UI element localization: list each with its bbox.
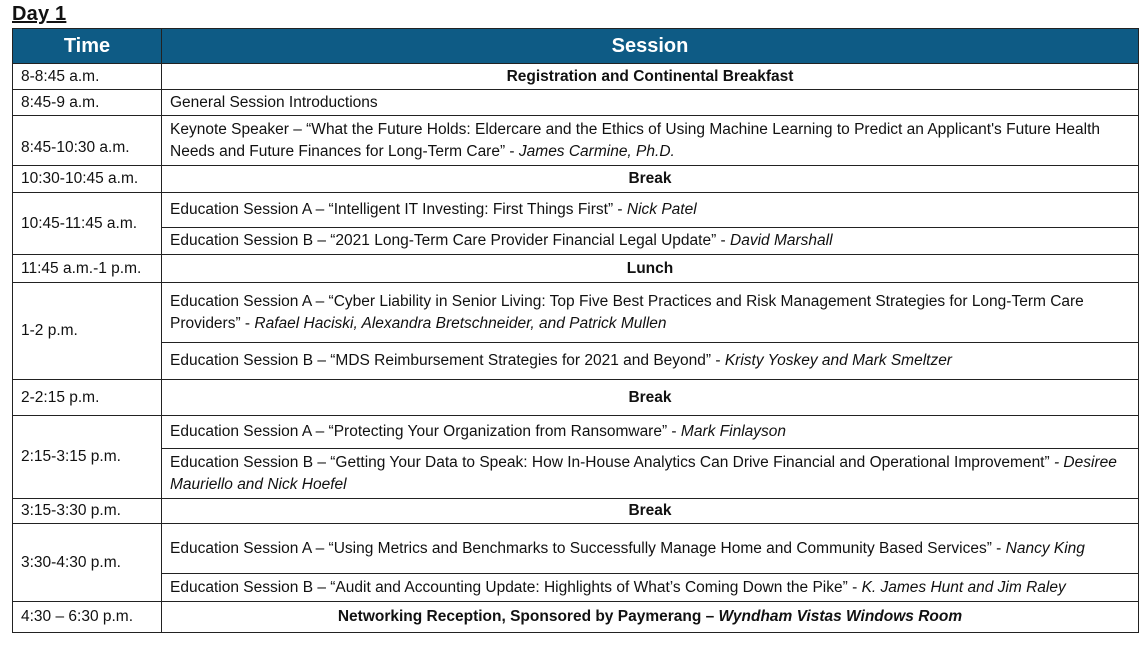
- session-title: Keynote Speaker – “What the Future Holds: Eldercare and the Ethics of Using Machine Learning to Predict an Applicant's Future Health Needs and Future Finances for Long-Term Care” -: [170, 120, 1101, 160]
- session-title: Education Session A – “Using Metrics and Benchmarks to Successfully Manage Home and Community Based Services” -: [170, 539, 1006, 557]
- table-row: [13, 343, 1139, 380]
- table-row: [13, 380, 1139, 416]
- venue-name: Wyndham Vistas Windows Room: [718, 608, 963, 625]
- session-title: Education Session B – “Audit and Accounting Update: Highlights of What’s Coming Down the Pike” -: [170, 578, 862, 596]
- session-cell: Break: [162, 166, 1139, 193]
- session-cell-b: [162, 449, 1139, 499]
- schedule-table: [12, 28, 1139, 633]
- table-row: [13, 602, 1139, 633]
- table-row: [13, 449, 1139, 499]
- session-cell-a: [162, 283, 1139, 343]
- session-cell-b: [162, 343, 1139, 380]
- table-row: [13, 90, 1139, 116]
- table-row: [13, 283, 1139, 343]
- session-cell-b: [162, 228, 1139, 255]
- speaker-name: K. James Hunt and Jim Raley: [861, 578, 1066, 596]
- session-title: Education Session B – “MDS Reimbursement Strategies for 2021 and Beyond” -: [170, 352, 725, 369]
- session-cell: [162, 602, 1139, 633]
- session-cell: Break: [162, 499, 1139, 524]
- session-title: Education Session B – “Getting Your Data to Speak: How In-House Analytics Can Drive Financial and Operational Improvement”: [170, 453, 1054, 471]
- table-row: [13, 524, 1139, 574]
- time-cell: 8-8:45 a.m.: [13, 64, 162, 90]
- table-row: [13, 193, 1139, 228]
- time-cell: 3:15-3:30 p.m.: [13, 499, 162, 524]
- time-cell: 2:15-3:15 p.m.: [13, 416, 162, 499]
- table-row: [13, 64, 1139, 90]
- time-cell: 3:30-4:30 p.m.: [13, 524, 162, 602]
- session-cell: Break: [162, 380, 1139, 416]
- table-row: [13, 166, 1139, 193]
- time-cell: 4:30 – 6:30 p.m.: [13, 602, 162, 633]
- session-cell-b: [162, 574, 1139, 602]
- header-row: [13, 29, 1139, 64]
- table-row: [13, 574, 1139, 602]
- speaker-name: Nick Patel: [626, 201, 697, 218]
- time-cell: 2-2:15 p.m.: [13, 380, 162, 416]
- session-cell-a: [162, 193, 1139, 228]
- session-title: Education Session A – “Protecting Your Organization from Ransomware” -: [170, 423, 681, 440]
- session-title: Networking Reception, Sponsored by Paymerang –: [337, 608, 719, 625]
- time-cell: 1-2 p.m.: [13, 283, 162, 380]
- speaker-name: Nancy King: [1005, 539, 1085, 557]
- table-row: [13, 255, 1139, 283]
- session-cell: General Session Introductions: [162, 90, 1139, 116]
- session-cell: Lunch: [162, 255, 1139, 283]
- speaker-name: James Carmine, Ph.D.: [518, 142, 675, 160]
- session-cell-a: [162, 416, 1139, 449]
- time-cell: 10:30-10:45 a.m.: [13, 166, 162, 193]
- session-cell: [162, 116, 1139, 166]
- time-cell: 8:45-9 a.m.: [13, 90, 162, 116]
- speaker-name: Kristy Yoskey and Mark Smeltzer: [724, 352, 952, 369]
- time-cell: 10:45-11:45 a.m.: [13, 193, 162, 255]
- session-title: Education Session B – “2021 Long-Term Care Provider Financial Legal Update” -: [170, 232, 731, 249]
- time-header: Time: [13, 29, 162, 64]
- speaker-name: David Marshall: [730, 232, 833, 249]
- session-header: Session: [162, 29, 1139, 64]
- speaker-name: Mark Finlayson: [680, 423, 786, 440]
- table-row: [13, 416, 1139, 449]
- speaker-name: - Desiree Mauriello and Nick Hoefel: [170, 453, 1117, 493]
- session-title: Education Session A – “Cyber Liability in Senior Living: Top Five Best Practices and Risk Management Strategies for Long-Term Care Providers” -: [170, 292, 1084, 332]
- table-row: [13, 228, 1139, 255]
- session-cell-a: [162, 524, 1139, 574]
- session-title: Education Session A – “Intelligent IT Investing: First Things First” -: [170, 201, 627, 218]
- session-cell: Registration and Continental Breakfast: [162, 64, 1139, 90]
- table-row: [13, 116, 1139, 166]
- time-cell: 8:45-10:30 a.m.: [13, 116, 162, 166]
- day-title: Day 1: [12, 3, 67, 25]
- table-row: [13, 499, 1139, 524]
- speaker-name: Rafael Haciski, Alexandra Bretschneider, and Patrick Mullen: [254, 314, 667, 332]
- time-cell: 11:45 a.m.-1 p.m.: [13, 255, 162, 283]
